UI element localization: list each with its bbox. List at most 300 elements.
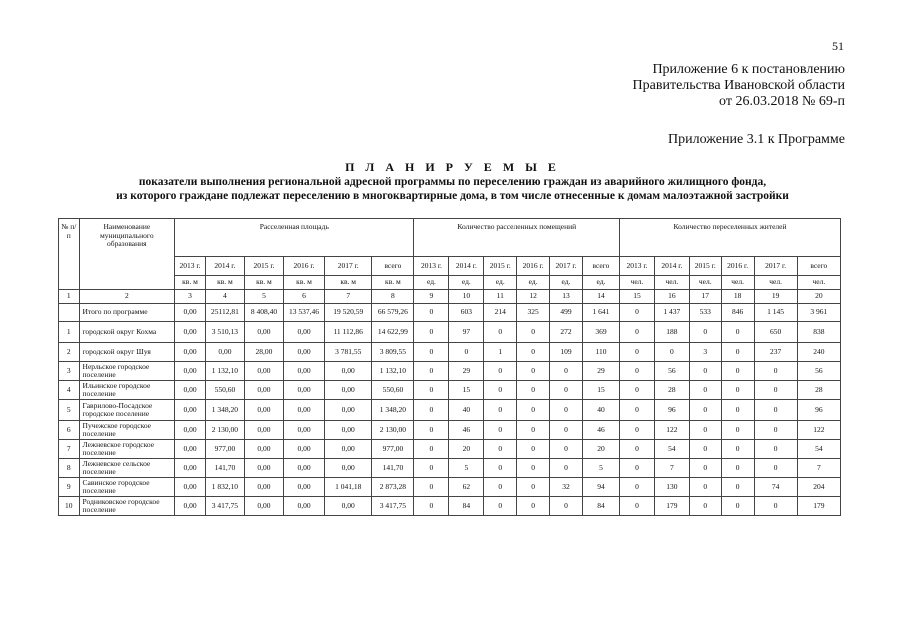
column-number: 9 <box>414 290 449 304</box>
unit-header: чел. <box>797 276 840 290</box>
row-value: 0 <box>484 421 517 440</box>
row-value: 0 <box>689 381 721 400</box>
row-value: 84 <box>582 497 619 516</box>
total-value: 0 <box>414 304 449 322</box>
row-value: 40 <box>449 400 484 421</box>
row-value: 0,00 <box>244 400 283 421</box>
total-value: 1 145 <box>754 304 797 322</box>
column-number: 16 <box>654 290 689 304</box>
row-value: 0 <box>689 478 721 497</box>
row-value: 0,00 <box>175 421 206 440</box>
row-value: 0,00 <box>244 440 283 459</box>
row-value: 46 <box>449 421 484 440</box>
header-row <box>59 219 841 257</box>
column-number: 4 <box>205 290 244 304</box>
column-number: 10 <box>449 290 484 304</box>
row-value: 122 <box>797 421 840 440</box>
year-header: 2017 г. <box>754 257 797 276</box>
total-value: 1 641 <box>582 304 619 322</box>
row-value: 14 622,99 <box>372 322 414 343</box>
row-value: 54 <box>797 440 840 459</box>
appendix-program: Приложение 3.1 к Программе <box>668 132 845 147</box>
total-value: 325 <box>517 304 550 322</box>
appendix-line-1: Приложение 6 к постановлению <box>652 62 845 77</box>
column-number: 8 <box>372 290 414 304</box>
row-value: 0 <box>517 421 550 440</box>
row-value: 3 809,55 <box>372 343 414 362</box>
row-value: 1 132,10 <box>205 362 244 381</box>
row-value: 5 <box>449 459 484 478</box>
row-value: 0 <box>754 400 797 421</box>
row-value: 54 <box>654 440 689 459</box>
total-value: 214 <box>484 304 517 322</box>
year-header: всего <box>582 257 619 276</box>
row-value: 46 <box>582 421 619 440</box>
row-value: 977,00 <box>205 440 244 459</box>
row-value: 0,00 <box>244 478 283 497</box>
row-value: 0 <box>484 440 517 459</box>
municipality-name: городской округ Шуя <box>79 343 175 362</box>
document-title: П Л А Н И Р У Е М Ы Е <box>345 160 560 174</box>
row-value: 0 <box>550 497 583 516</box>
row-value: 20 <box>449 440 484 459</box>
table-row <box>59 478 841 497</box>
row-value: 32 <box>550 478 583 497</box>
unit-header: чел. <box>619 276 654 290</box>
row-number: 3 <box>59 362 80 381</box>
row-value: 2 873,28 <box>372 478 414 497</box>
unit-header: ед. <box>484 276 517 290</box>
row-value: 0 <box>517 362 550 381</box>
row-value: 3 781,55 <box>325 343 372 362</box>
row-value: 0 <box>654 343 689 362</box>
row-value: 0 <box>754 459 797 478</box>
row-value: 74 <box>754 478 797 497</box>
row-value: 838 <box>797 322 840 343</box>
table-row <box>59 421 841 440</box>
row-value: 0 <box>484 478 517 497</box>
row-value: 0,00 <box>205 343 244 362</box>
subtitle-line-1: показатели выполнения региональной адресной программы по переселению граждан из аварийного жилищного фонда, <box>138 176 767 188</box>
row-value: 0 <box>689 400 721 421</box>
row-value: 29 <box>449 362 484 381</box>
total-value: 13 537,46 <box>283 304 324 322</box>
total-value: 603 <box>449 304 484 322</box>
row-number: 6 <box>59 421 80 440</box>
row-number: 10 <box>59 497 80 516</box>
row-number: 7 <box>59 440 80 459</box>
row-value: 0 <box>721 440 754 459</box>
table-row <box>59 362 841 381</box>
column-numbers-row <box>59 290 841 304</box>
row-value: 0 <box>619 381 654 400</box>
column-number: 17 <box>689 290 721 304</box>
row-value: 94 <box>582 478 619 497</box>
row-value: 0,00 <box>175 343 206 362</box>
document-subtitle <box>40 175 865 203</box>
row-value: 0,00 <box>244 362 283 381</box>
row-value: 28,00 <box>244 343 283 362</box>
row-value: 0,00 <box>244 381 283 400</box>
year-header: всего <box>372 257 414 276</box>
row-value: 20 <box>582 440 619 459</box>
row-value: 3 <box>689 343 721 362</box>
row-value: 0,00 <box>175 362 206 381</box>
table-row <box>59 343 841 362</box>
row-value: 0 <box>414 440 449 459</box>
municipality-name: Гаврилово-Посадское городское поселение <box>79 400 175 421</box>
table-row <box>59 440 841 459</box>
row-value: 0 <box>517 400 550 421</box>
row-value: 0 <box>619 421 654 440</box>
row-value: 109 <box>550 343 583 362</box>
page-number: 51 <box>832 39 844 53</box>
row-value: 369 <box>582 322 619 343</box>
row-value: 0 <box>449 343 484 362</box>
table-row <box>59 497 841 516</box>
row-value: 0 <box>550 459 583 478</box>
unit-header: ед. <box>582 276 619 290</box>
row-number: 2 <box>59 343 80 362</box>
municipality-name: Нерльское городское поселение <box>79 362 175 381</box>
row-value: 0,00 <box>175 478 206 497</box>
row-value: 0 <box>619 440 654 459</box>
row-value: 0 <box>414 381 449 400</box>
row-value: 0 <box>619 478 654 497</box>
row-value: 2 130,00 <box>205 421 244 440</box>
total-value: 533 <box>689 304 721 322</box>
unit-header: ед. <box>517 276 550 290</box>
row-value: 0 <box>517 478 550 497</box>
row-value: 0,00 <box>283 459 324 478</box>
table-row <box>59 381 841 400</box>
row-value: 0,00 <box>325 421 372 440</box>
row-value: 0 <box>484 362 517 381</box>
row-value: 0 <box>689 421 721 440</box>
row-value: 1 832,10 <box>205 478 244 497</box>
municipality-name: Лежневское городское поселение <box>79 440 175 459</box>
row-value: 0 <box>517 497 550 516</box>
row-value: 0 <box>414 478 449 497</box>
row-value: 11 112,86 <box>325 322 372 343</box>
row-value: 0 <box>721 400 754 421</box>
year-header: 2017 г. <box>550 257 583 276</box>
row-value: 0,00 <box>283 478 324 497</box>
row-value: 29 <box>582 362 619 381</box>
unit-header: чел. <box>654 276 689 290</box>
total-label: Итого по программе <box>79 304 175 322</box>
row-value: 0,00 <box>283 421 324 440</box>
row-value: 0,00 <box>175 381 206 400</box>
row-value: 204 <box>797 478 840 497</box>
row-value: 0,00 <box>325 497 372 516</box>
year-header: 2014 г. <box>205 257 244 276</box>
row-value: 0,00 <box>283 440 324 459</box>
row-value: 0,00 <box>325 459 372 478</box>
municipality-name: Лежневское сельское поселение <box>79 459 175 478</box>
row-value: 0 <box>721 381 754 400</box>
row-value: 0 <box>484 497 517 516</box>
header-num: № п/п <box>59 219 80 290</box>
row-value: 1 <box>484 343 517 362</box>
row-number: 4 <box>59 381 80 400</box>
row-value: 0 <box>619 343 654 362</box>
row-value: 28 <box>797 381 840 400</box>
row-value: 96 <box>797 400 840 421</box>
municipality-name: Савинское городское поселение <box>79 478 175 497</box>
row-value: 0 <box>754 381 797 400</box>
year-header: 2015 г. <box>244 257 283 276</box>
row-value: 0,00 <box>283 497 324 516</box>
municipality-name: Ильинское городское поселение <box>79 381 175 400</box>
unit-header: кв. м <box>175 276 206 290</box>
row-value: 0,00 <box>325 362 372 381</box>
row-value: 0,00 <box>283 343 324 362</box>
row-value: 1 132,10 <box>372 362 414 381</box>
row-value: 0,00 <box>175 497 206 516</box>
row-value: 0,00 <box>283 322 324 343</box>
row-value: 97 <box>449 322 484 343</box>
row-value: 0 <box>619 459 654 478</box>
row-value: 5 <box>582 459 619 478</box>
unit-header: кв. м <box>205 276 244 290</box>
units-row <box>59 276 841 290</box>
table-row <box>59 459 841 478</box>
indicators-table <box>58 218 841 516</box>
header-name: Наименование муниципального образования <box>79 219 175 290</box>
row-value: 0 <box>414 459 449 478</box>
row-value: 0 <box>550 421 583 440</box>
row-value: 0,00 <box>244 421 283 440</box>
total-value: 66 579,26 <box>372 304 414 322</box>
row-number: 9 <box>59 478 80 497</box>
row-value: 0 <box>414 343 449 362</box>
row-value: 0,00 <box>325 381 372 400</box>
row-value: 0 <box>414 322 449 343</box>
row-value: 0 <box>619 497 654 516</box>
municipality-name: Родниковское городское поселение <box>79 497 175 516</box>
row-value: 15 <box>449 381 484 400</box>
row-value: 0 <box>414 497 449 516</box>
unit-header: чел. <box>721 276 754 290</box>
total-value: 8 408,40 <box>244 304 283 322</box>
year-header: 2016 г. <box>721 257 754 276</box>
row-value: 141,70 <box>372 459 414 478</box>
row-number: 1 <box>59 322 80 343</box>
row-value: 0 <box>619 322 654 343</box>
row-value: 0 <box>721 421 754 440</box>
column-number: 19 <box>754 290 797 304</box>
row-value: 2 130,00 <box>372 421 414 440</box>
column-number: 14 <box>582 290 619 304</box>
row-value: 0 <box>550 400 583 421</box>
row-value: 0 <box>484 322 517 343</box>
row-value: 0 <box>689 440 721 459</box>
header-rooms-group: Количество расселенных помещений <box>414 219 620 257</box>
column-number: 2 <box>79 290 175 304</box>
row-value: 0 <box>689 497 721 516</box>
years-row <box>59 257 841 276</box>
row-value: 0,00 <box>283 362 324 381</box>
table-row <box>59 322 841 343</box>
year-header: 2013 г. <box>175 257 206 276</box>
total-row <box>59 304 841 322</box>
row-value: 0,00 <box>283 381 324 400</box>
row-value: 110 <box>582 343 619 362</box>
total-value: 0,00 <box>175 304 206 322</box>
row-number: 8 <box>59 459 80 478</box>
row-value: 0 <box>721 497 754 516</box>
unit-header: чел. <box>754 276 797 290</box>
appendix-line-3: от 26.03.2018 № 69-п <box>719 94 845 109</box>
total-value: 25112,81 <box>205 304 244 322</box>
row-value: 1 041,18 <box>325 478 372 497</box>
row-value: 0,00 <box>244 497 283 516</box>
column-number: 20 <box>797 290 840 304</box>
unit-header: кв. м <box>325 276 372 290</box>
row-value: 550,60 <box>205 381 244 400</box>
row-value: 0,00 <box>175 400 206 421</box>
total-value: 499 <box>550 304 583 322</box>
year-header: 2015 г. <box>484 257 517 276</box>
column-number: 7 <box>325 290 372 304</box>
unit-header: кв. м <box>372 276 414 290</box>
year-header: 2015 г. <box>689 257 721 276</box>
row-value: 0 <box>754 440 797 459</box>
row-value: 0 <box>484 459 517 478</box>
row-value: 84 <box>449 497 484 516</box>
row-value: 0,00 <box>325 400 372 421</box>
column-number: 11 <box>484 290 517 304</box>
row-value: 0 <box>517 381 550 400</box>
year-header: 2014 г. <box>654 257 689 276</box>
row-value: 0 <box>550 440 583 459</box>
unit-header: ед. <box>550 276 583 290</box>
row-value: 650 <box>754 322 797 343</box>
year-header: 2017 г. <box>325 257 372 276</box>
unit-header: чел. <box>689 276 721 290</box>
row-value: 240 <box>797 343 840 362</box>
row-number: 5 <box>59 400 80 421</box>
row-value: 0 <box>619 400 654 421</box>
row-value: 7 <box>654 459 689 478</box>
row-value: 0,00 <box>244 322 283 343</box>
row-value: 141,70 <box>205 459 244 478</box>
row-value: 0 <box>689 362 721 381</box>
row-value: 56 <box>797 362 840 381</box>
row-value: 15 <box>582 381 619 400</box>
column-number: 13 <box>550 290 583 304</box>
row-value: 0 <box>414 400 449 421</box>
header-people-group: Количество переселенных жителей <box>619 219 840 257</box>
subtitle-line-2: из которого граждане подлежат переселению в многоквартирные дома, в том числе отнесенные к домам малоэтажной застройки <box>116 190 789 202</box>
row-value: 0,00 <box>175 459 206 478</box>
row-value: 0 <box>721 343 754 362</box>
row-value: 1 348,20 <box>372 400 414 421</box>
column-number: 3 <box>175 290 206 304</box>
municipality-name: городской округ Кохма <box>79 322 175 343</box>
row-value: 0 <box>484 400 517 421</box>
row-value: 0,00 <box>244 459 283 478</box>
unit-header: кв. м <box>244 276 283 290</box>
year-header: 2016 г. <box>283 257 324 276</box>
row-value: 188 <box>654 322 689 343</box>
row-value: 0 <box>689 459 721 478</box>
row-value: 0,00 <box>283 400 324 421</box>
total-value: 3 961 <box>797 304 840 322</box>
row-value: 0 <box>517 343 550 362</box>
year-header: 2013 г. <box>414 257 449 276</box>
total-value: 19 520,59 <box>325 304 372 322</box>
row-value: 0 <box>754 497 797 516</box>
row-value: 179 <box>654 497 689 516</box>
column-number: 5 <box>244 290 283 304</box>
table-row <box>59 400 841 421</box>
column-number: 15 <box>619 290 654 304</box>
row-value: 0,00 <box>325 440 372 459</box>
row-value: 96 <box>654 400 689 421</box>
appendix-header <box>633 62 845 110</box>
row-value: 40 <box>582 400 619 421</box>
row-value: 0 <box>550 362 583 381</box>
row-value: 1 348,20 <box>205 400 244 421</box>
total-num-cell <box>59 304 80 322</box>
row-value: 0 <box>484 381 517 400</box>
row-value: 122 <box>654 421 689 440</box>
row-value: 28 <box>654 381 689 400</box>
year-header: 2014 г. <box>449 257 484 276</box>
row-value: 0 <box>754 421 797 440</box>
row-value: 3 417,75 <box>372 497 414 516</box>
column-number: 12 <box>517 290 550 304</box>
row-value: 0 <box>414 421 449 440</box>
row-value: 0 <box>689 322 721 343</box>
appendix-line-2: Правительства Ивановской области <box>632 78 845 93</box>
unit-header: кв. м <box>283 276 324 290</box>
year-header: 2013 г. <box>619 257 654 276</box>
row-value: 0 <box>517 440 550 459</box>
column-number: 1 <box>59 290 80 304</box>
header-area-group: Расселенная площадь <box>175 219 414 257</box>
row-value: 272 <box>550 322 583 343</box>
total-value: 1 437 <box>654 304 689 322</box>
row-value: 0 <box>721 459 754 478</box>
row-value: 179 <box>797 497 840 516</box>
row-value: 0 <box>414 362 449 381</box>
row-value: 237 <box>754 343 797 362</box>
column-number: 18 <box>721 290 754 304</box>
row-value: 62 <box>449 478 484 497</box>
row-value: 0 <box>619 362 654 381</box>
row-value: 0 <box>721 478 754 497</box>
row-value: 3 510,13 <box>205 322 244 343</box>
row-value: 0 <box>517 459 550 478</box>
row-value: 7 <box>797 459 840 478</box>
row-value: 0 <box>550 381 583 400</box>
municipality-name: Пучежское городское поселение <box>79 421 175 440</box>
year-header: всего <box>797 257 840 276</box>
row-value: 0,00 <box>175 322 206 343</box>
total-value: 0 <box>619 304 654 322</box>
row-value: 550,60 <box>372 381 414 400</box>
row-value: 56 <box>654 362 689 381</box>
row-value: 0,00 <box>175 440 206 459</box>
total-value: 846 <box>721 304 754 322</box>
row-value: 3 417,75 <box>205 497 244 516</box>
row-value: 977,00 <box>372 440 414 459</box>
row-value: 0 <box>721 322 754 343</box>
unit-header: ед. <box>414 276 449 290</box>
